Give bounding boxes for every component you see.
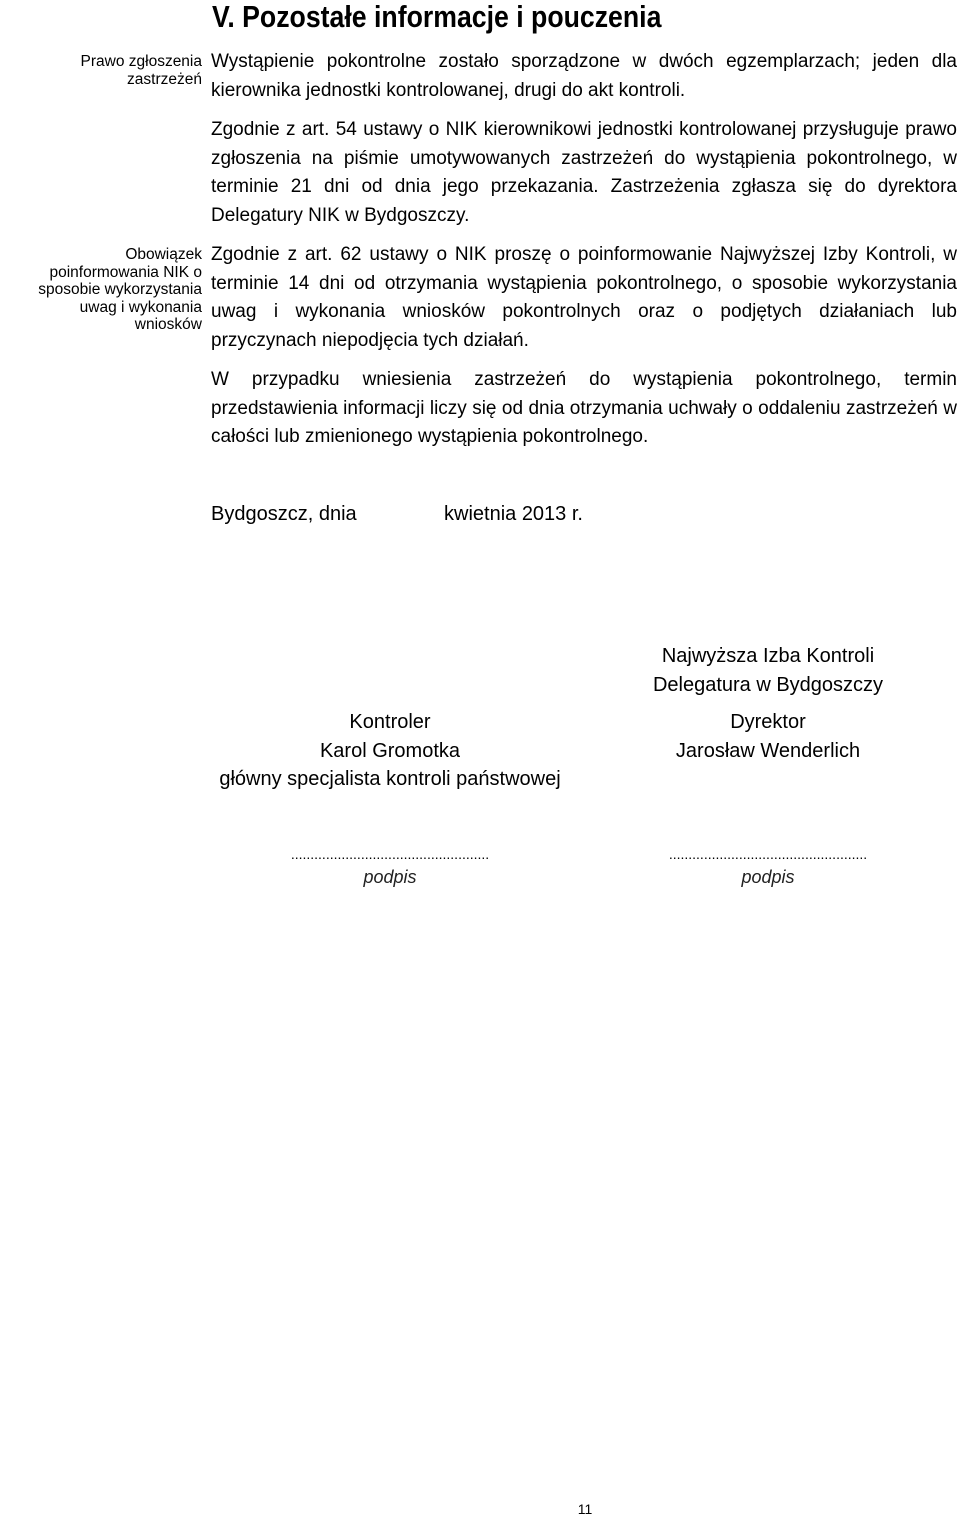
paragraph-art54: Zgodnie z art. 54 ustawy o NIK kierownikowi jednostki kontrolowanej przysługuje prawo zgłoszenia na piśmie umotywowanych zastrzeżeń do wystąpienia pokontrolnego, w terminie 21 dni od dnia jego przekazania. Zastrzeżenia zgłasza się do dyrektora Delegatury NIK w Bydgoszczy. [211,119,957,226]
signature-line-left: ................................................... [290,846,490,862]
signature-label-right: podpis [741,867,795,887]
signatory-right-role: Dyrektor [730,711,806,733]
place-label: Bydgoszcz, dnia [211,503,357,525]
signatory-left [190,708,590,794]
paragraph-copies: Wystąpienie pokontrolne zostało sporządzone w dwóch egzemplarzach; jeden dla kierownika jednostki kontrolowanej, drugi do akt kontroli. [211,51,957,101]
organization-branch: Delegatura w Bydgoszczy [652,673,884,696]
organization-name: Najwyższa Izba Kontroli [661,645,875,667]
signatory-left-role: Kontroler [349,711,431,733]
signatory-left-name: Karol Gromotka [319,739,461,762]
date-text: kwietnia 2013 r. [444,503,583,525]
signature-line-right: ................................................... [668,846,868,862]
section-heading: V. Pozostałe informacje i pouczenia [212,0,662,34]
paragraph-objections: W przypadku wniesienia zastrzeżeń do wystąpienia pokontrolnego, termin przedstawienia informacji liczy się od dnia otrzymania uchwały o oddaleniu zastrzeżeń w całości lub zmienionego wystąpienia pokontrolnego. [211,369,957,447]
signatory-left-title: główny specjalista kontroli państwowej [219,768,561,790]
signatory-right [598,708,938,765]
margin-note-duty-to-inform: Obowiązek poinformowania NIK o sposobie wykorzystania uwag i wykonania wniosków [38,246,202,333]
margin-note-right-to-object: Prawo zgłoszenia zastrzeżeń [80,53,202,88]
paragraph-art62: Zgodnie z art. 62 ustawy o NIK proszę o poinformowanie Najwyższej Izby Kontroli, w terminie 14 dni od otrzymania wystąpienia pokontrolnego, o sposobie wykorzystania uwag i wykonania wniosków pokontrolnych oraz o podjętych działaniach lub przyczynach niepodjęcia tych działań. [211,244,957,351]
place-and-date [211,500,583,528]
organization-block [598,642,938,699]
page-number: 11 [577,1501,593,1517]
signature-label-left: podpis [363,867,417,887]
signatory-right-name: Jarosław Wenderlich [675,739,861,762]
